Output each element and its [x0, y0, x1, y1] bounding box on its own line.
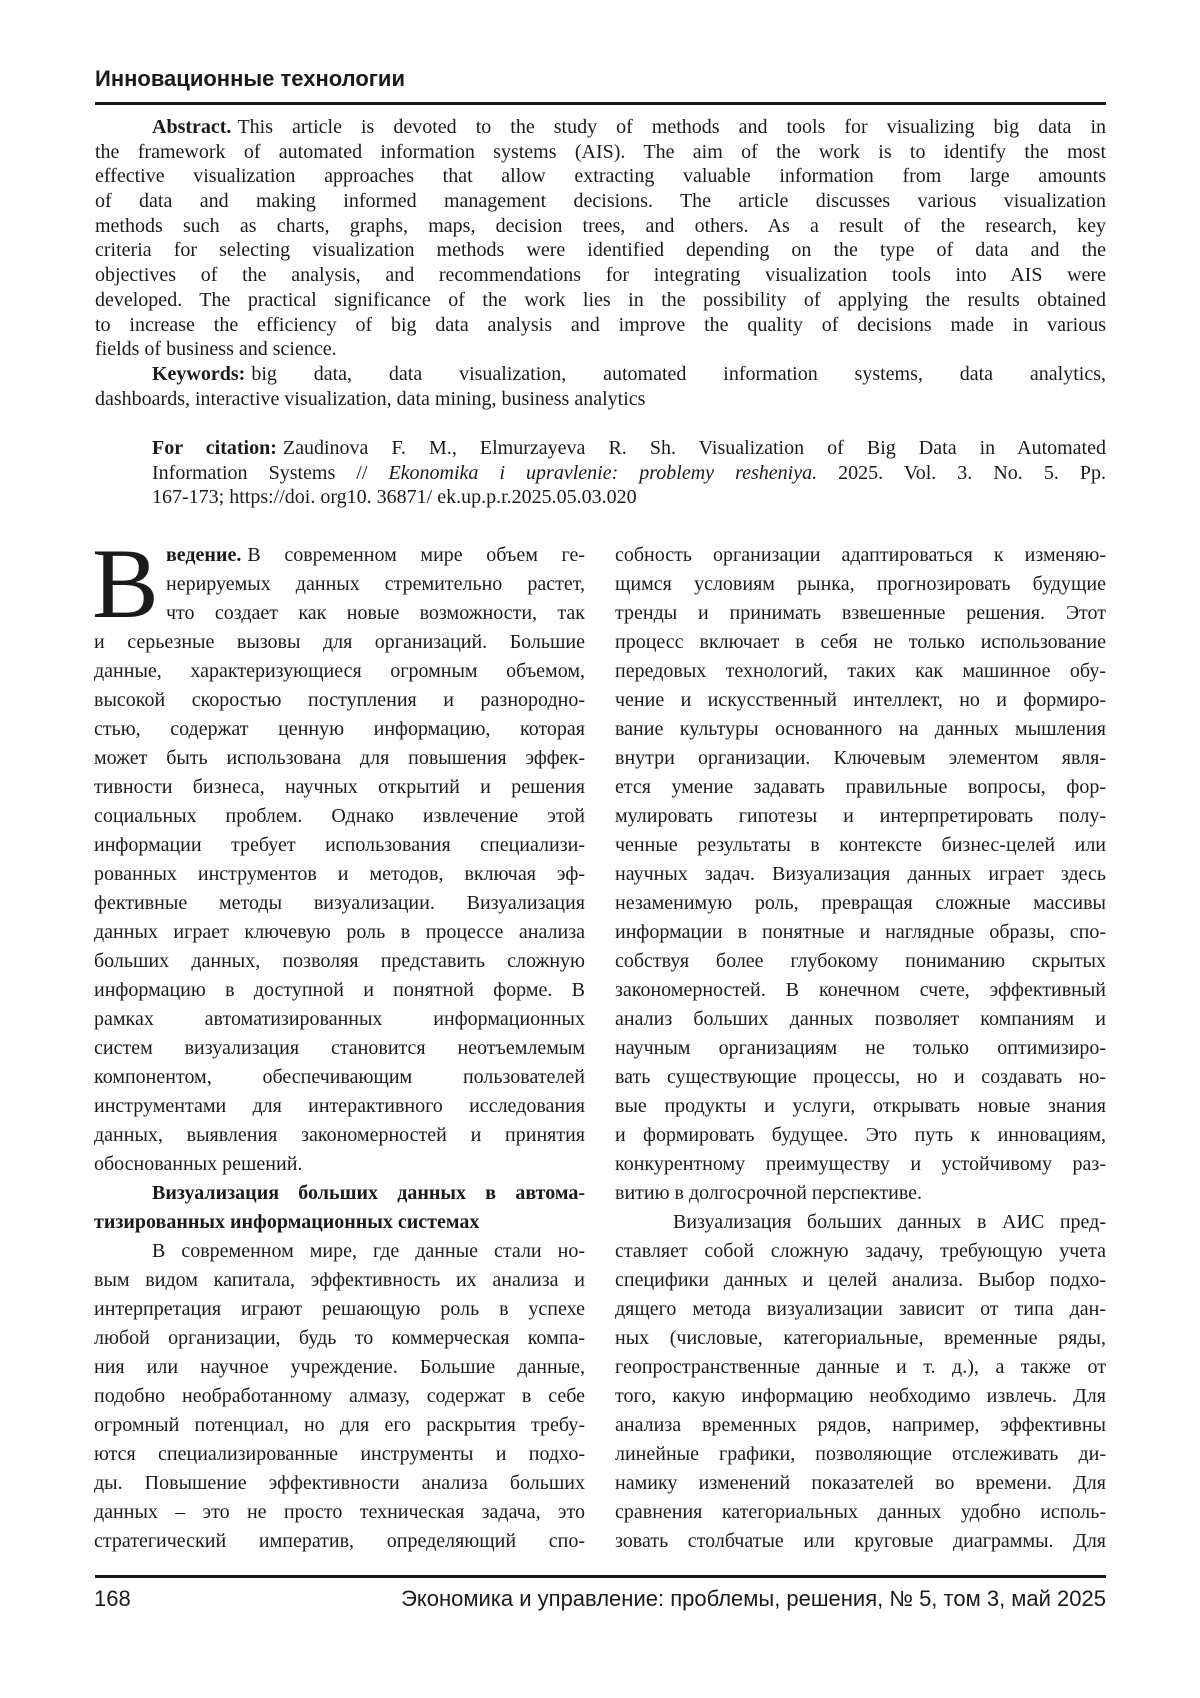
- body-text: подобно необработанному алмазу, содержат в себе: [94, 1385, 585, 1407]
- body-line: [615, 541, 1106, 570]
- abstract-line: [95, 115, 1106, 140]
- abstract-line: [95, 238, 1106, 263]
- body-text: геопространственные данные и т. д.), а также от: [615, 1356, 1106, 1378]
- body-text: Визуализация больших данных в АИС пред-: [673, 1211, 1106, 1233]
- body-line: [615, 715, 1106, 744]
- page-number: 168: [94, 1586, 131, 1612]
- body-text: рованных инструментов и методов, включая эф-: [94, 863, 585, 885]
- body-line: [94, 918, 585, 947]
- body-text: сравнения категориальных данных удобно исполь-: [615, 1501, 1106, 1523]
- abstract-line: [95, 140, 1106, 165]
- body-line: [94, 1237, 585, 1266]
- body-line: [615, 889, 1106, 918]
- body-text: незаменимую роль, превращая сложные массивы: [615, 892, 1106, 914]
- abstract-text: of data and making informed management decisions. The article discusses various visualization: [95, 190, 1106, 212]
- body-text: того, какую информацию необходимо извлечь. Для: [615, 1385, 1106, 1407]
- body-text: тивности бизнеса, научных открытий и решения: [94, 776, 585, 798]
- body-text: нерируемых данных стремительно растет,: [166, 573, 585, 595]
- body-text: высокой скоростью поступления и разнородно-: [94, 689, 585, 711]
- citation-label: For citation:: [152, 437, 277, 459]
- citation-doi[interactable]: 167-173; https://doi. org10. 36871/ ek.up.p.r.2025.05.03.020: [152, 485, 1106, 510]
- body-text: ных (числовые, категориальные, временные ряды,: [615, 1327, 1106, 1349]
- abstract-line: [95, 214, 1106, 239]
- body-text: данных играет ключевую роль в процессе анализа: [94, 921, 585, 943]
- footer-rule: [95, 1575, 1106, 1578]
- body-text: данных, выявления закономерностей и принятия: [94, 1124, 585, 1146]
- body-line: [94, 1498, 585, 1527]
- body-text: информации требует использования специализи-: [94, 834, 585, 856]
- body-line: [615, 802, 1106, 831]
- section-heading-line: [94, 1208, 585, 1237]
- body-line: [615, 1092, 1106, 1121]
- citation-journal: Ekonomika i upravlenie: problemy resheniya.: [388, 462, 817, 484]
- body-text: компонентом, обеспечивающим пользователей: [94, 1066, 585, 1088]
- body-line: [615, 1498, 1106, 1527]
- abstract-line: [95, 189, 1106, 214]
- body-line: [94, 1324, 585, 1353]
- body-line: [94, 1353, 585, 1382]
- body-text: стратегический императив, определяющий спо-: [94, 1530, 585, 1552]
- body-line: [615, 599, 1106, 628]
- body-line: [615, 1179, 1106, 1208]
- body-text: ния или научное учреждение. Большие данные,: [94, 1356, 585, 1378]
- body-text: В современном мире, где данные стали но-: [152, 1240, 585, 1262]
- body-line: [94, 831, 585, 860]
- body-line: [94, 1411, 585, 1440]
- body-text: внутри организации. Ключевым элементом явля-: [615, 747, 1106, 769]
- citation-text: 2025. Vol. 3. No. 5. Pp.: [817, 462, 1106, 484]
- keywords: [95, 362, 1106, 411]
- keywords-text: big data, data visualization, automated information systems, data analytics,: [251, 363, 1106, 385]
- abstract-text: This article is devoted to the study of methods and tools for visualizing big data in: [237, 116, 1106, 138]
- body-text: любой организации, будь то коммерческая компа-: [94, 1327, 585, 1349]
- body-text: информации в понятные и наглядные образы, спо-: [615, 921, 1106, 943]
- body-text: социальных проблем. Однако извлечение этой: [94, 805, 585, 827]
- body-line: [94, 773, 585, 802]
- abstract-line: [95, 263, 1106, 288]
- body-text: тренды и принимать взвешенные решения. Этот: [615, 602, 1106, 624]
- intro-lead: ведение.: [166, 544, 241, 566]
- body-text: научным организациям не только оптимизиро-: [615, 1037, 1106, 1059]
- abstract-text: objectives of the analysis, and recommendations for integrating visualization tools into AIS were: [95, 264, 1106, 286]
- body-text: Визуализация больших данных в автома-: [152, 1182, 585, 1204]
- abstract-text: methods such as charts, graphs, maps, decision trees, and others. As a result of the research, key: [95, 215, 1106, 237]
- body-line: [94, 889, 585, 918]
- section-heading-line: [94, 1179, 585, 1208]
- body-line: [615, 773, 1106, 802]
- body-line: [615, 686, 1106, 715]
- abstract-text: effective visualization approaches that allow extracting valuable information from large amounts: [95, 165, 1106, 187]
- body-text: линейные графики, позволяющие отслеживать ди-: [615, 1443, 1106, 1465]
- journal-info: Экономика и управление: проблемы, решения, № 5, том 3, май 2025: [401, 1586, 1106, 1612]
- body-line: [615, 1063, 1106, 1092]
- body-line: [94, 1121, 585, 1150]
- body-text: щимся условиям рынка, прогнозировать будущие: [615, 573, 1106, 595]
- body-text: дящего метода визуализации зависит от типа дан-: [615, 1298, 1106, 1320]
- abstract-line: [95, 288, 1106, 313]
- left-column: [94, 541, 585, 1556]
- body-line: [94, 1527, 585, 1556]
- body-text: вые продукты и услуги, открывать новые знания: [615, 1095, 1106, 1117]
- body-text: рамках автоматизированных информационных: [94, 1008, 585, 1030]
- abstract-text: developed. The practical significance of the work lies in the possibility of applying the results obtained: [95, 289, 1106, 311]
- body-text: может быть использована для повышения эффек-: [94, 747, 585, 769]
- body-line: [94, 1266, 585, 1295]
- body-line: [615, 657, 1106, 686]
- body-line: [615, 976, 1106, 1005]
- body-text: инструментами для интерактивного исследования: [94, 1095, 585, 1117]
- body-line: [615, 947, 1106, 976]
- section-title: Инновационные технологии: [95, 66, 405, 92]
- abstract: [95, 115, 1106, 362]
- body-line: [615, 1266, 1106, 1295]
- header-rule: [95, 102, 1106, 105]
- abstract-line: [95, 313, 1106, 338]
- abstract-label: Abstract.: [152, 116, 231, 138]
- abstract-line: [95, 164, 1106, 189]
- body-line: [615, 1208, 1106, 1237]
- abstract-text: to increase the efficiency of big data analysis and improve the quality of decisions made in various: [95, 314, 1106, 336]
- body-text: специфики данных и целей анализа. Выбор подхо-: [615, 1269, 1106, 1291]
- body-text: и серьезные вызовы для организаций. Большие: [94, 631, 585, 653]
- body-line: [615, 1527, 1106, 1556]
- body-text: вать существующие процессы, но и создавать но-: [615, 1066, 1106, 1088]
- body-text: данные, характеризующиеся огромным объемом,: [94, 660, 585, 682]
- keywords-text: dashboards, interactive visualization, data mining, business analytics: [95, 387, 1106, 412]
- body-line: [615, 1353, 1106, 1382]
- body-line: [615, 1324, 1106, 1353]
- body-text: и формировать будущее. Это путь к инновациям,: [615, 1124, 1106, 1146]
- body-line: [615, 570, 1106, 599]
- body-line: [615, 1034, 1106, 1063]
- drop-cap: В: [92, 539, 159, 629]
- body-text: вание культуры основанного на данных мышления: [615, 718, 1106, 740]
- body-text: огромный потенциал, но для его раскрытия требу-: [94, 1414, 585, 1436]
- abstract-text: criteria for selecting visualization methods were identified depending on the type of data and the: [95, 239, 1106, 261]
- abstract-text: the framework of automated information systems (AIS). The aim of the work is to identify the most: [95, 141, 1106, 163]
- body-text: ются специализированные инструменты и подхо-: [94, 1443, 585, 1465]
- body-text: информацию в доступной и понятной форме. В: [94, 979, 585, 1001]
- body-line: [94, 947, 585, 976]
- body-text: намику изменений показателей во времени. Для: [615, 1472, 1106, 1494]
- body-text: ченные результаты в контексте бизнес-целей или: [615, 834, 1106, 856]
- body-text: систем визуализация становится неотъемлемым: [94, 1037, 585, 1059]
- body-text: больших данных, позволяя представить сложную: [94, 950, 585, 972]
- body-line: [94, 1005, 585, 1034]
- body-line: [94, 802, 585, 831]
- body-line: [94, 570, 585, 599]
- body-text: чение и искусственный интеллект, но и формиро-: [615, 689, 1106, 711]
- body-line: [615, 744, 1106, 773]
- body-line: [615, 1440, 1106, 1469]
- body-text: ды. Повышение эффективности анализа больших: [94, 1472, 585, 1494]
- body-line: [94, 599, 585, 628]
- citation: [152, 436, 1106, 510]
- body-line: [615, 1121, 1106, 1150]
- body-text: В современном мире объем ге-: [247, 544, 585, 566]
- body-text: витию в долгосрочной перспективе.: [615, 1182, 922, 1204]
- body-line: [615, 628, 1106, 657]
- body-line: [94, 1469, 585, 1498]
- body-text: закономерностей. В конечном счете, эффективный: [615, 979, 1106, 1001]
- body-line: [615, 1411, 1106, 1440]
- right-column: [615, 541, 1106, 1556]
- body-text: анализа временных рядов, например, эффективны: [615, 1414, 1106, 1436]
- body-text: процесс включает в себя не только использование: [615, 631, 1106, 653]
- body-line: [615, 1237, 1106, 1266]
- body-line: [94, 541, 585, 570]
- body-line: [94, 715, 585, 744]
- abstract-line: [95, 337, 1106, 362]
- body-line: [94, 744, 585, 773]
- body-line: [94, 1063, 585, 1092]
- body-line: [94, 686, 585, 715]
- body-text: стью, содержат ценную информацию, которая: [94, 718, 585, 740]
- body-line: [94, 860, 585, 889]
- body-line: [615, 1150, 1106, 1179]
- body-text: мулировать гипотезы и интерпретировать полу-: [615, 805, 1106, 827]
- body-text: ется умение задавать правильные вопросы, фор-: [615, 776, 1106, 798]
- keywords-label: Keywords:: [152, 363, 245, 385]
- body-text: фективные методы визуализации. Визуализация: [94, 892, 585, 914]
- citation-text: Information Systems //: [152, 462, 388, 484]
- body-line: [94, 1295, 585, 1324]
- body-text: конкурентному преимуществу и устойчивому раз-: [615, 1153, 1106, 1175]
- body-text: собность организации адаптироваться к изменяю-: [615, 544, 1106, 566]
- body-text: ставляет собой сложную задачу, требующую учета: [615, 1240, 1106, 1262]
- body-text: интерпретация играют решающую роль в успехе: [94, 1298, 585, 1320]
- abstract-text: fields of business and science.: [95, 338, 337, 360]
- body-text: анализ больших данных позволяет компаниям и: [615, 1008, 1106, 1030]
- body-line: [94, 1034, 585, 1063]
- body-text: тизированных информационных системах: [94, 1211, 479, 1233]
- body-line: [615, 1005, 1106, 1034]
- body-line: [615, 1469, 1106, 1498]
- body-text: зовать столбчатые или круговые диаграммы. Для: [615, 1530, 1106, 1552]
- citation-text: Zaudinova F. M., Elmurzayeva R. Sh. Visualization of Big Data in Automated: [283, 437, 1106, 459]
- body-text: вым видом капитала, эффективность их анализа и: [94, 1269, 585, 1291]
- body-line: [615, 1382, 1106, 1411]
- body-text: обоснованных решений.: [94, 1153, 302, 1175]
- body-line: [94, 1440, 585, 1469]
- body-line: [615, 860, 1106, 889]
- body-line: [615, 1295, 1106, 1324]
- body-line: [94, 976, 585, 1005]
- body-line: [615, 831, 1106, 860]
- body-line: [94, 1382, 585, 1411]
- body-line: [615, 918, 1106, 947]
- body-text: передовых технологий, таких как машинное обу-: [615, 660, 1106, 682]
- body-line: [94, 657, 585, 686]
- body-text: научных задач. Визуализация данных играет здесь: [615, 863, 1106, 885]
- body-text: что создает как новые возможности, так: [166, 602, 585, 624]
- body-line: [94, 1150, 585, 1179]
- body-line: [94, 628, 585, 657]
- body-line: [94, 1092, 585, 1121]
- body-text: собствуя более глубокому пониманию скрытых: [615, 950, 1106, 972]
- body-text: данных – это не просто техническая задача, это: [94, 1501, 585, 1523]
